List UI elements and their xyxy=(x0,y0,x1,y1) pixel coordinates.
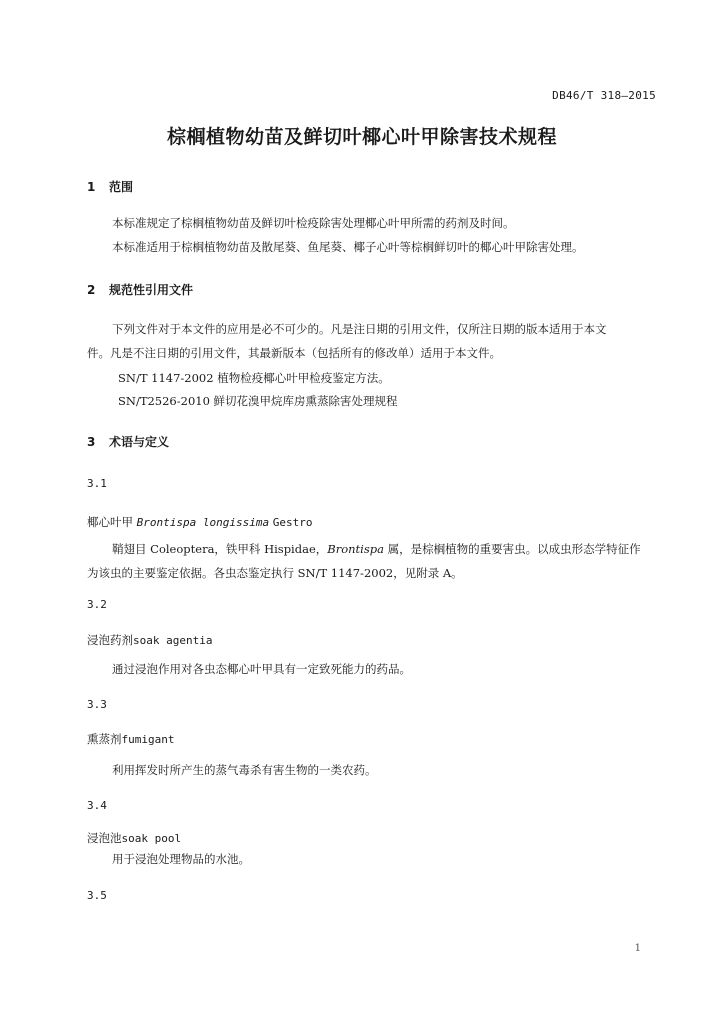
term-chinese: 浸泡药剂 xyxy=(87,633,133,647)
genus-name: Brontispa xyxy=(327,542,384,556)
normative-reference-2: SN/T2526-2010 鲜切花溴甲烷库房熏蒸除害处理规程 xyxy=(118,394,398,408)
page-number: 1 xyxy=(634,943,641,954)
section-2-paragraph-line-2: 件。凡是不注日期的引用文件，其最新版本（包括所有的修改单）适用于本文件。 xyxy=(87,346,501,360)
section-1-paragraph-2: 本标准适用于棕榈植物幼苗及散尾葵、鱼尾葵、椰子心叶等棕榈鲜切叶的椰心叶甲除害处理。 xyxy=(112,240,584,254)
term-chinese: 浸泡池 xyxy=(87,831,122,845)
term-3-3-title xyxy=(87,731,174,747)
section-3-heading xyxy=(87,433,169,450)
section-2-paragraph-line-1: 下列文件对于本文件的应用是必不可少的。凡是注日期的引用文件，仅所注日期的版本适用于本文 xyxy=(112,322,607,336)
section-title: 规范性引用文件 xyxy=(109,283,194,297)
term-3-5-number: 3.5 xyxy=(87,889,107,902)
section-number: 2 xyxy=(87,283,96,297)
term-3-2-definition: 通过浸泡作用对各虫态椰心叶甲具有一定致死能力的药品。 xyxy=(112,662,411,676)
section-title: 术语与定义 xyxy=(109,435,170,449)
section-2-heading xyxy=(87,281,193,298)
term-3-2-number: 3.2 xyxy=(87,598,107,611)
term-3-4-title xyxy=(87,830,181,846)
term-3-4-definition: 用于浸泡处理物品的水池。 xyxy=(112,852,250,866)
term-author: Gestro xyxy=(272,516,313,529)
term-3-1-number: 3.1 xyxy=(87,477,107,490)
term-latin-name: Brontispa longissima xyxy=(136,516,270,529)
section-number: 3 xyxy=(87,435,96,449)
section-1-heading xyxy=(87,178,133,195)
term-3-3-number: 3.3 xyxy=(87,698,107,711)
term-3-1-definition-line-2: 为该虫的主要鉴定依据。各虫态鉴定执行 SN/T 1147-2002，见附录 A。 xyxy=(87,566,463,580)
document-code: DB46/T 318—2015 xyxy=(552,89,656,102)
document-title: 棕榈植物幼苗及鲜切叶椰心叶甲除害技术规程 xyxy=(166,126,557,148)
term-chinese: 熏蒸剂 xyxy=(87,732,122,746)
normative-reference-1: SN/T 1147-2002 植物检疫椰心叶甲检疫鉴定方法。 xyxy=(118,371,390,385)
section-number: 1 xyxy=(87,180,96,194)
term-english: soak pool xyxy=(121,832,182,845)
term-3-1-title xyxy=(87,514,313,530)
definition-text: 鞘翅目 Coleoptera，铁甲科 Hispidae， xyxy=(112,542,328,556)
term-3-1-definition-line-1 xyxy=(112,541,641,557)
term-3-3-definition: 利用挥发时所产生的蒸气毒杀有害生物的一类农药。 xyxy=(112,763,377,777)
definition-text: 属，是棕榈植物的重要害虫。以成虫形态学特征作 xyxy=(383,542,641,556)
section-1-paragraph-1: 本标准规定了棕榈植物幼苗及鲜切叶检疫除害处理椰心叶甲所需的药剂及时间。 xyxy=(112,216,515,230)
term-chinese: 椰心叶甲 xyxy=(87,515,133,529)
term-3-2-title xyxy=(87,632,212,648)
term-english: fumigant xyxy=(121,733,175,746)
term-3-4-number: 3.4 xyxy=(87,799,107,812)
section-title: 范围 xyxy=(109,180,134,194)
term-english: soak agentia xyxy=(133,634,213,647)
